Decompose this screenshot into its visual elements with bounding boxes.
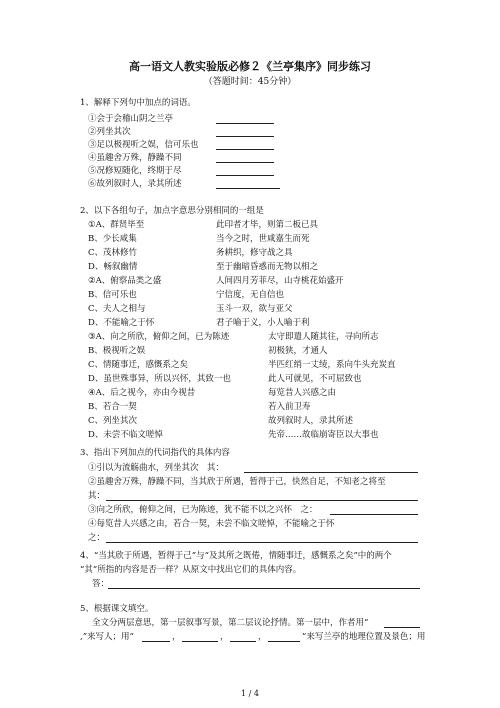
- q3-answer-blank-2[interactable]: [106, 500, 418, 501]
- q1-answer-blank-4[interactable]: [216, 162, 274, 163]
- q3-line-6: 之：: [88, 533, 106, 543]
- q2-option-pair: 此印者才毕，则第二板已具: [216, 220, 319, 230]
- q2-option: ③A、向之所欣，俯仰之间，已为陈迹: [88, 332, 230, 342]
- q1-answer-blank-6[interactable]: [216, 188, 280, 189]
- q3-line-2: ②虽趣舍万殊，静躁不同，当其欣于所遇，暂得于己，快然自足，不知老之将至: [88, 477, 386, 487]
- q2-option: C、列坐其次: [88, 416, 138, 426]
- q1-answer-blank-5[interactable]: [216, 175, 274, 176]
- q2-option: D、未尝不临文嗟悼: [88, 430, 163, 440]
- q2-option-pair: 先帝……故临崩寄臣以大事也: [268, 430, 379, 440]
- q5-line-2-part-2: ”来写兰亭的地理位置及景色；用: [302, 632, 426, 642]
- q3-line-4: ③向之所欣，俯仰之间，已为陈迹，犹不能不以之兴怀 之：: [88, 505, 318, 515]
- q2-stem: 2、以下各组句子，加点字意思分别相同的一组是: [80, 206, 264, 216]
- q5-line-1: 全文分两层意思，第一层叙事写景，第二层议论抒情。第一层中，作者用“: [92, 618, 369, 628]
- q2-option-pair: 半匹红绡一丈绫，系向牛头充炭直: [268, 360, 396, 370]
- q2-option-pair: 每览昔人兴感之由: [268, 388, 337, 398]
- q2-option: C、情随事迁，感慨系之矣: [88, 360, 189, 370]
- q1-item-5: ⑤况修短随化，终期于尽: [88, 166, 182, 176]
- q2-option: B、信可乐也: [88, 290, 137, 300]
- q1-item-2: ②列坐其次: [88, 127, 131, 137]
- q5-line-2-part-1: ,”来写人；用“: [80, 632, 134, 642]
- q5-answer-blank-4[interactable]: [230, 641, 256, 642]
- q1-item-6: ⑥故列叙时人，录其所述: [88, 179, 182, 189]
- q2-option-pair: 故列叙时人，录其所述: [268, 416, 354, 426]
- q4-answer-blank[interactable]: [108, 588, 420, 589]
- q1-answer-blank-3[interactable]: [216, 149, 274, 150]
- q2-option: D、虽世殊事异，所以兴怀，其致一也: [88, 374, 231, 384]
- q2-option-pair: 至于幽暗昏惑而无物以相之: [216, 262, 319, 272]
- q5-stem: 5、根据课文填空。: [80, 604, 154, 614]
- q1-answer-blank-1[interactable]: [216, 123, 274, 124]
- q2-option-pair: 务耕织，修守战之具: [216, 248, 293, 258]
- q2-option-pair: 此人可就见，不可屈致也: [268, 374, 362, 384]
- q1-answer-blank-2[interactable]: [216, 136, 274, 137]
- q5-answer-blank-3[interactable]: [182, 641, 218, 642]
- q1-stem: 1、解释下列句中加点的词语。: [80, 98, 196, 108]
- q3-line-1: ①引以为流觞曲水，列坐其次 其：: [88, 463, 225, 473]
- q2-option-pair: 初极狭，才通人: [268, 346, 328, 356]
- q2-option-pair: 当今之时，世咸嘉生而死: [216, 234, 310, 244]
- q1-item-4: ④虽趣舍万殊，静躁不同: [88, 153, 182, 163]
- q2-option: C、茂林修竹: [88, 248, 138, 258]
- q3-line-5: ④每览昔人兴感之由，若合一契，未尝不临文嗟悼，不能喻之于怀: [88, 519, 335, 529]
- q2-option: D、畅叙幽情: [88, 262, 138, 272]
- q3-stem: 3、指出下列加点的代词指代的具体内容: [80, 448, 230, 458]
- q2-option: B、极视听之娱: [88, 346, 146, 356]
- page-title: 高一语文人教实验版必修２《兰亭集序》同步练习: [129, 60, 371, 73]
- q2-option: ②A、俯察品类之盛: [88, 276, 162, 286]
- q2-option: D、不能喻之于怀: [88, 318, 155, 328]
- q4-answer-label: 答：: [92, 579, 110, 589]
- q2-option: ④A、后之视今，亦由今视昔: [88, 388, 196, 398]
- q3-answer-blank-3[interactable]: [330, 514, 418, 515]
- q5-answer-blank-1[interactable]: [384, 627, 420, 628]
- q3-answer-blank-4[interactable]: [106, 542, 418, 543]
- q2-option: B、少长咸集: [88, 234, 137, 244]
- q5-line-2-sep-3: ，: [258, 632, 267, 642]
- q2-option: C、夫人之相与: [88, 304, 146, 314]
- q1-item-1: ①会于会稽山阴之兰亭: [88, 114, 174, 124]
- q5-answer-blank-5[interactable]: [268, 641, 300, 642]
- q5-line-2-sep-1: ，: [172, 632, 181, 642]
- page-subtitle: （答题时间：45分钟）: [203, 77, 297, 87]
- q2-option: B、若合一契: [88, 402, 137, 412]
- q5-line-2-sep-2: ，: [220, 632, 229, 642]
- q2-option-pair: 君子喻于义，小人喻于利: [216, 318, 310, 328]
- q4-line-2: “其”所指的内容是否一样？从原文中找出它们的具体内容。: [80, 565, 302, 575]
- q2-option-pair: 若入前卫寿: [268, 402, 311, 412]
- q2-option-pair: 宁信度，无自信也: [216, 290, 285, 300]
- q1-item-3: ③足以极视听之娱，信可乐也: [88, 140, 199, 150]
- q2-option-pair: 人间四月芳菲尽，山寺桃花始盛开: [216, 276, 344, 286]
- q2-option: ①A、群贤毕至: [88, 220, 145, 230]
- q2-option-pair: 玉斗一双，欲与亚父: [216, 304, 293, 314]
- q2-option-pair: 太守即遣人随其往，寻向所志: [268, 332, 379, 342]
- q3-line-3: 其：: [88, 491, 106, 501]
- q5-answer-blank-2[interactable]: [142, 641, 170, 642]
- q4-line-1: 4、“当其欣于所遇，暂得于己”与“及其所之既倦，情随事迁，感慨系之矣”中的两个: [80, 551, 392, 561]
- q3-answer-blank-1[interactable]: [244, 472, 418, 473]
- page-number: 1 / 4: [241, 689, 259, 698]
